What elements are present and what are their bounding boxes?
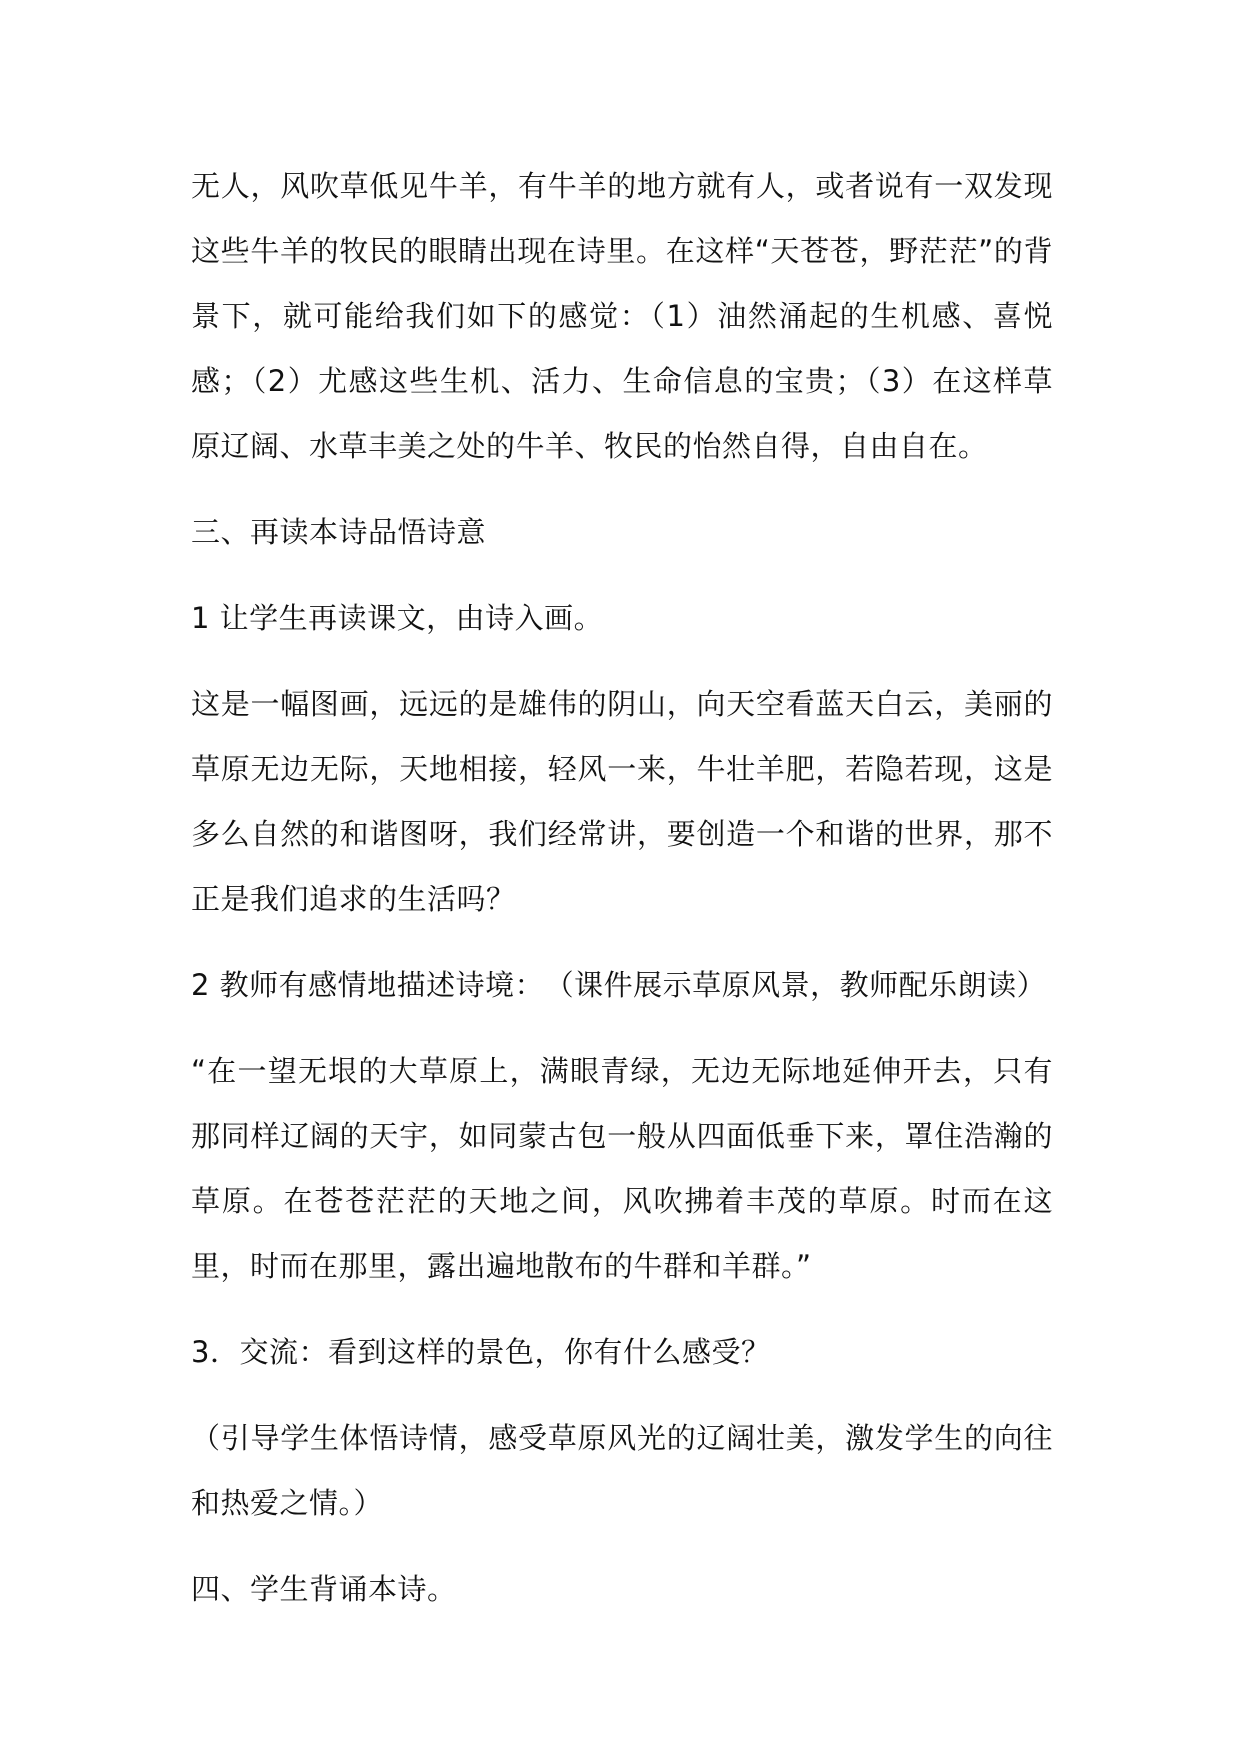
paragraph-gap — [191, 1536, 1053, 1557]
paragraph-picture: 这是一幅图画，远远的是雄伟的阴山，向天空看蓝天白云，美丽的草原无边无际，天地相接，轻风一来，牛壮羊肥，若隐若现，这是多么自然的和谐图呀，我们经常讲，要创造一个和谐的世界，那不正是我们追求的生活吗？ — [191, 687, 1053, 916]
paragraph-guidance: （引导学生体悟诗情，感受草原风光的辽阔壮美，激发学生的向往和热爱之情。） — [191, 1421, 1053, 1520]
paragraph-quote: “在一望无垠的大草原上，满眼青绿，无边无际地延伸开去，只有那同样辽阔的天宇，如同蒙古包一般从四面低垂下来，罩住浩瀚的草原。在苍苍茫茫的天地之间，风吹拂着丰茂的草原。时而在这里，时而在那里，露出遍地散布的牛群和羊群。” — [191, 1054, 1053, 1283]
step-one: 1 让学生再读课文，由诗入画。 — [191, 601, 604, 635]
paragraph-gap — [191, 932, 1053, 953]
paragraph-gap — [191, 651, 1053, 672]
paragraph-gap — [191, 1299, 1053, 1320]
paragraph-gap — [191, 565, 1053, 586]
step-three: 3．交流：看到这样的景色，你有什么感受？ — [191, 1335, 771, 1369]
section-heading-four: 四、学生背诵本诗。 — [191, 1572, 457, 1606]
paragraph-gap — [191, 1018, 1053, 1039]
paragraph-gap — [191, 479, 1053, 500]
section-heading-three: 三、再读本诗品悟诗意 — [191, 515, 487, 549]
document-body — [191, 154, 1053, 1622]
paragraph-gap — [191, 1385, 1053, 1406]
paragraph-feelings: 无人，风吹草低见牛羊，有牛羊的地方就有人，或者说有一双发现这些牛羊的牧民的眼睛出现在诗里。在这样“天苍苍，野茫茫”的背景下，就可能给我们如下的感觉：（1）油然涌起的生机感、喜悦感；（2）尤感这些生机、活力、生命信息的宝贵；（3）在这样草原辽阔、水草丰美之处的牛羊、牧民的怡然自得，自由自在。 — [191, 169, 1053, 463]
step-two: 2 教师有感情地描述诗境： （课件展示草原风景，教师配乐朗读） — [191, 968, 1047, 1002]
